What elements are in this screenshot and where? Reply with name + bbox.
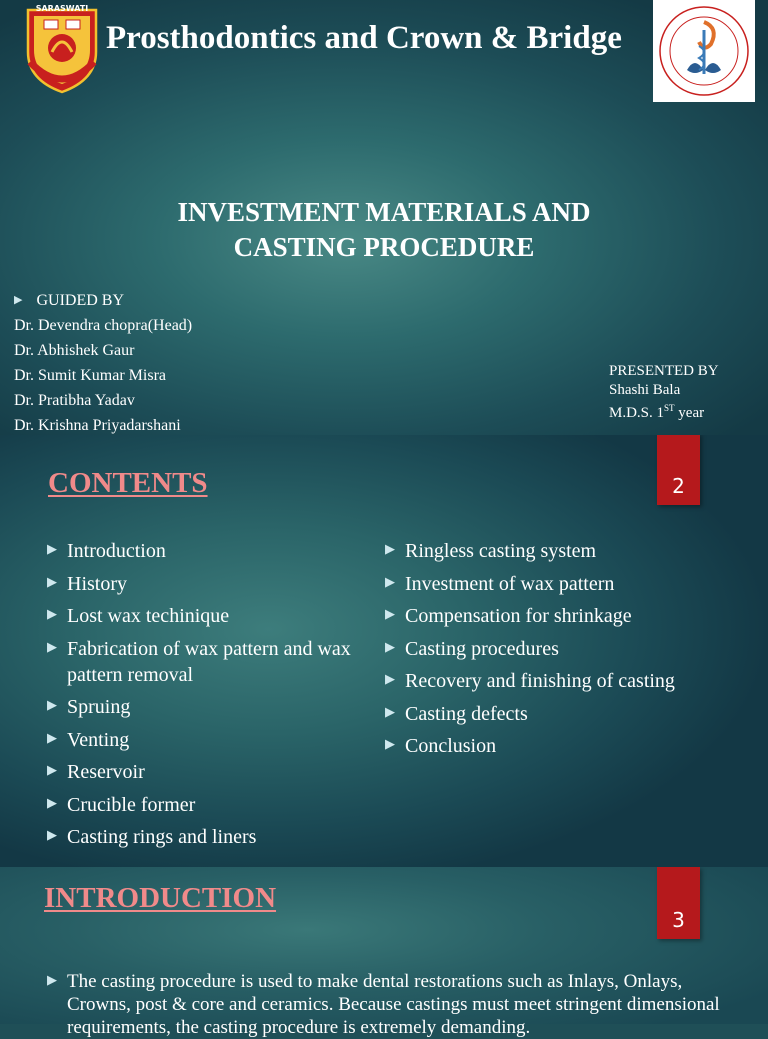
bullet-triangle-icon: ▶ bbox=[385, 573, 395, 589]
contents-list-item bbox=[385, 701, 725, 727]
contents-item-label: Reservoir bbox=[67, 761, 145, 783]
contents-list-item bbox=[47, 824, 377, 850]
contents-list-item bbox=[385, 636, 725, 662]
bullet-triangle-icon: ▶ bbox=[385, 736, 395, 751]
header-title: Prosthodontics and Crown & Bridge bbox=[106, 20, 622, 56]
contents-list-item bbox=[385, 668, 725, 694]
guided-by-heading: ▶ GUIDED BY bbox=[14, 288, 192, 313]
contents-list-item bbox=[47, 727, 377, 753]
presenter-name: Shashi Bala bbox=[609, 381, 681, 398]
contents-item-label: Conclusion bbox=[405, 735, 497, 757]
bullet-triangle-icon: ▶ bbox=[47, 794, 57, 810]
contents-item-label: Casting procedures bbox=[405, 637, 559, 660]
contents-list-item bbox=[47, 603, 377, 629]
presenter-block bbox=[609, 362, 719, 423]
guide-name: Dr. Devendra chopra(Head) bbox=[14, 317, 193, 334]
page-number-badge: 3 bbox=[657, 867, 700, 939]
title-slide bbox=[0, 0, 768, 435]
contents-list-right bbox=[385, 538, 725, 766]
contents-item-label: Recovery and finishing of casting bbox=[405, 670, 675, 692]
contents-item-label: Fabrication of wax pattern and wax pattern removal bbox=[67, 637, 351, 686]
presenter-degree: M.D.S. 1ST year bbox=[609, 403, 705, 421]
bullet-triangle-icon: ▶ bbox=[47, 541, 57, 556]
contents-list-left bbox=[47, 538, 377, 857]
bullet-triangle-icon: ▶ bbox=[47, 762, 57, 777]
bullet-triangle-icon: ▶ bbox=[47, 972, 57, 987]
introduction-heading: INTRODUCTION bbox=[44, 882, 277, 914]
bullet-triangle-icon: ▶ bbox=[385, 703, 395, 719]
contents-item-label: Venting bbox=[67, 728, 130, 751]
contents-item-label: Casting defects bbox=[405, 702, 528, 725]
contents-list-item bbox=[47, 694, 377, 720]
contents-list-item bbox=[47, 538, 377, 564]
presented-by-label: PRESENTED BY bbox=[609, 363, 719, 379]
contents-list-item bbox=[385, 538, 725, 564]
contents-item-label: Crucible former bbox=[67, 793, 196, 816]
contents-list-item bbox=[385, 571, 725, 597]
bullet-triangle-icon: ▶ bbox=[47, 827, 57, 842]
contents-list-item bbox=[385, 603, 725, 629]
contents-item-label: Introduction bbox=[67, 540, 166, 562]
bullet-triangle-icon: ▶ bbox=[47, 729, 57, 745]
guide-name: Dr. Abhishek Gaur bbox=[14, 342, 135, 359]
contents-item-label: Compensation for shrinkage bbox=[405, 605, 632, 627]
bullet-triangle-icon: ▶ bbox=[385, 541, 395, 556]
department-logo bbox=[653, 0, 755, 102]
bullet-triangle-icon: ▶ bbox=[385, 606, 395, 621]
contents-list-item bbox=[385, 733, 725, 759]
svg-text:SARASWATI: SARASWATI bbox=[35, 4, 89, 13]
contents-heading: CONTENTS bbox=[48, 467, 208, 499]
contents-list-item bbox=[47, 759, 377, 785]
guide-name: Dr. Krishna Priyadarshani bbox=[14, 417, 181, 434]
introduction-paragraph: ▶ The casting procedure is used to make dental restorations such as Inlays, Onlays, Crowns, post & core and ceramics. Because castings must meet stringent dimensional requirements, the casting procedure is extremely demanding. bbox=[47, 971, 720, 1038]
contents-item-label: Spruing bbox=[67, 696, 131, 718]
contents-list-item bbox=[47, 571, 377, 597]
bullet-triangle-icon: ▶ bbox=[385, 638, 395, 654]
presentation-title: INVESTMENT MATERIALS AND CASTING PROCEDURE bbox=[177, 197, 591, 262]
contents-item-label: Investment of wax pattern bbox=[405, 572, 615, 595]
bullet-triangle-icon: ▶ bbox=[47, 697, 57, 712]
saraswati-college-logo bbox=[24, 2, 100, 94]
contents-list-item bbox=[47, 792, 377, 818]
contents-item-label: Casting rings and liners bbox=[67, 826, 257, 848]
guides-list bbox=[14, 288, 192, 435]
bullet-triangle-icon: ▶ bbox=[47, 638, 57, 654]
bullet-triangle-icon: ▶ bbox=[47, 573, 57, 589]
contents-item-label: Ringless casting system bbox=[405, 540, 597, 562]
page-number-badge: 2 bbox=[657, 435, 700, 505]
guide-name: Dr. Sumit Kumar Misra bbox=[14, 367, 166, 384]
bullet-triangle-icon: ▶ bbox=[14, 294, 23, 306]
contents-list-item bbox=[47, 636, 377, 688]
bullet-triangle-icon: ▶ bbox=[385, 671, 395, 686]
contents-item-label: Lost wax techinique bbox=[67, 605, 230, 627]
bullet-triangle-icon: ▶ bbox=[47, 606, 57, 621]
guide-name: Dr. Pratibha Yadav bbox=[14, 392, 135, 409]
contents-item-label: History bbox=[67, 572, 127, 595]
